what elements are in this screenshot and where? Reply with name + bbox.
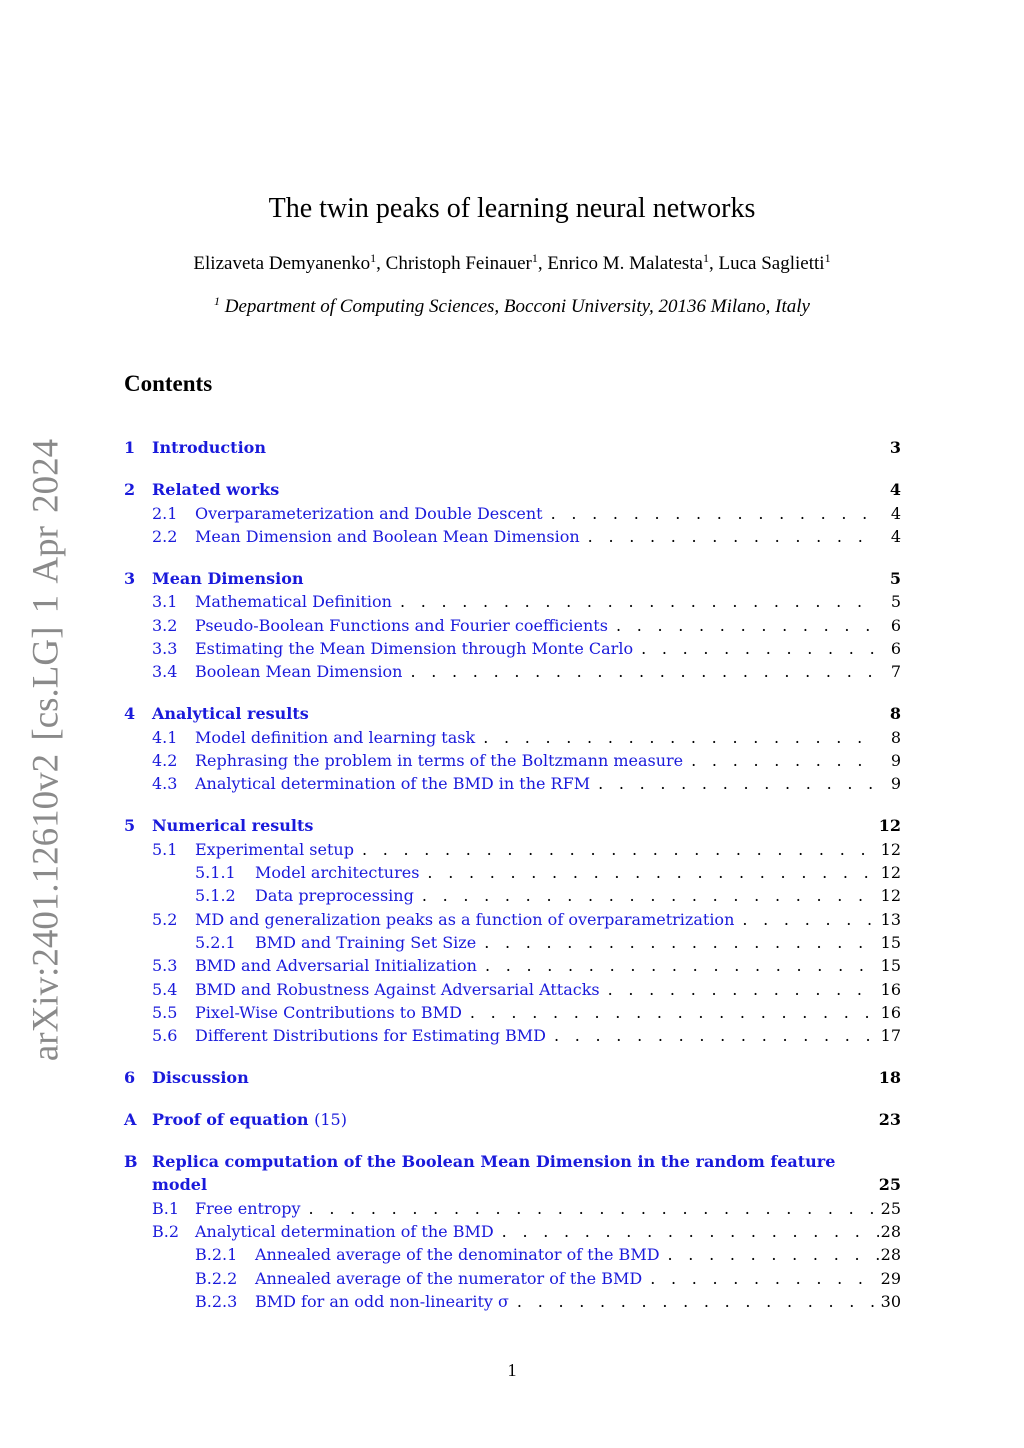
toc-number: 3.2 [152, 616, 178, 635]
toc-page[interactable]: 15 [880, 956, 901, 975]
toc-number: 2.1 [152, 504, 178, 523]
toc-leader-dots [668, 1243, 879, 1266]
toc-title[interactable]: Analytical determination of the BMD in the RFM [195, 774, 591, 793]
toc-title[interactable]: BMD and Robustness Against Adversarial Attacks [195, 980, 600, 999]
author-name: Christoph Feinauer [385, 253, 532, 274]
toc-leader-dots [362, 838, 879, 861]
toc-page[interactable]: 7 [890, 662, 901, 681]
toc-number: 5.6 [152, 1026, 178, 1045]
toc-page[interactable]: 4 [890, 504, 901, 523]
toc-page[interactable]: 25 [878, 1175, 901, 1194]
paper-title: The twin peaks of learning neural networks [268, 193, 756, 224]
toc-number: 5.1.1 [195, 863, 236, 882]
toc-page[interactable]: 15 [880, 933, 901, 952]
toc-number: B [124, 1152, 138, 1171]
toc-number: 4 [124, 704, 136, 723]
toc-leader-dots [650, 1267, 878, 1290]
toc-subsection[interactable] [152, 978, 901, 1001]
toc-subsubsection[interactable] [195, 1290, 901, 1313]
arxiv-identifier-stamp: arXiv:2401.12610v2 [cs.LG] 1 Apr 2024 [25, 438, 67, 1062]
toc-number: B.2.2 [195, 1269, 238, 1288]
toc-leader-dots [309, 1197, 879, 1220]
toc-leader-dots [502, 1220, 879, 1243]
toc-subsection[interactable] [152, 660, 901, 683]
toc-subsection[interactable] [152, 525, 901, 548]
toc-number: 5.4 [152, 980, 178, 999]
toc-page[interactable]: 25 [880, 1199, 901, 1218]
toc-title-container[interactable] [152, 1108, 347, 1131]
toc-section[interactable] [124, 478, 901, 501]
toc-leader-dots [608, 978, 879, 1001]
toc-page[interactable]: 30 [880, 1292, 901, 1311]
toc-page[interactable]: 8 [890, 728, 901, 747]
toc-page[interactable]: 12 [880, 840, 901, 859]
toc-title[interactable]: Overparameterization and Double Descent [195, 504, 543, 523]
toc-title[interactable]: BMD and Adversarial Initialization [195, 956, 477, 975]
toc-title[interactable]: Introduction [152, 438, 266, 457]
author-name: Enrico M. Malatesta [547, 253, 703, 274]
author-affiliation-mark: 1 [370, 251, 377, 265]
toc-number: B.1 [152, 1199, 180, 1218]
toc-leader-dots [551, 502, 879, 525]
toc-number: 3 [124, 569, 136, 588]
toc-page[interactable]: 18 [878, 1068, 901, 1087]
toc-number: 5.5 [152, 1003, 178, 1022]
toc-subsection[interactable] [152, 614, 901, 637]
author-list: Elizaveta Demyanenko$^1$, Christoph Feinauer$^1$, Enrico M. Malatesta$^1$, Luca Saglietti$^1$ [193, 251, 831, 274]
toc-page[interactable]: 5 [889, 569, 901, 588]
toc-leader-dots [598, 772, 879, 795]
toc-subsection[interactable] [152, 502, 901, 525]
toc-subsection[interactable] [152, 749, 901, 772]
toc-page[interactable]: 13 [880, 910, 901, 929]
toc-number: 3.4 [152, 662, 178, 681]
toc-title[interactable]: Rephrasing the problem in terms of the Boltzmann measure [195, 751, 684, 770]
toc-title[interactable]: Analytical determination of the BMD [195, 1222, 494, 1241]
contents-heading: Contents [124, 371, 213, 396]
toc-title[interactable]: MD and generalization peaks as a function of overparametrization [195, 910, 735, 929]
toc-number: 5 [124, 816, 136, 835]
toc-subsubsection[interactable] [195, 884, 901, 907]
toc-subsubsection[interactable] [195, 861, 901, 884]
toc-number: A [124, 1110, 137, 1129]
toc-number: 5.3 [152, 956, 178, 975]
toc-title[interactable]: Mathematical Definition [195, 592, 392, 611]
toc-number: 4.2 [152, 751, 178, 770]
toc-leader-dots [588, 525, 879, 548]
toc-leader-dots [427, 861, 878, 884]
toc-subsection[interactable] [152, 726, 901, 749]
toc-number: 5.1 [152, 840, 178, 859]
toc-leader-dots [422, 884, 879, 907]
toc-leader-dots [484, 931, 878, 954]
toc-page[interactable]: 17 [880, 1026, 901, 1045]
toc-section-title-line[interactable] [124, 1150, 901, 1173]
toc-title[interactable]: model [152, 1175, 208, 1194]
toc-title[interactable]: BMD for an odd non-linearity σ [255, 1292, 509, 1311]
equation-reference-link[interactable]: (15) [314, 1110, 347, 1129]
toc-section[interactable] [124, 702, 901, 725]
toc-title[interactable]: Model definition and learning task [195, 728, 476, 747]
toc-subsection[interactable] [152, 1001, 901, 1024]
toc-section[interactable] [124, 436, 901, 459]
toc-page[interactable]: 16 [880, 980, 901, 999]
toc-subsection[interactable] [152, 954, 901, 977]
toc-subsection[interactable] [152, 908, 901, 931]
toc-page[interactable]: 4 [889, 480, 901, 499]
toc-leader-dots [485, 954, 879, 977]
toc-title-line1[interactable]: Replica computation of the Boolean Mean Dimension in the random feature [152, 1152, 836, 1171]
affiliation-mark: 1 [214, 294, 221, 308]
toc-title[interactable]: Mean Dimension [152, 569, 304, 588]
toc-subsection[interactable] [152, 590, 901, 613]
toc-leader-dots [641, 637, 879, 660]
toc-title[interactable]: Analytical results [152, 704, 309, 723]
toc-page[interactable]: 3 [889, 438, 901, 457]
toc-page[interactable]: 6 [890, 616, 901, 635]
toc-title[interactable]: BMD and Training Set Size [255, 933, 477, 952]
toc-page[interactable]: 6 [890, 639, 901, 658]
toc-title[interactable]: Free entropy [195, 1199, 301, 1218]
toc-number: 6 [124, 1068, 136, 1087]
toc-title[interactable]: Data preprocessing [255, 886, 414, 905]
toc-number: 3.1 [152, 592, 178, 611]
toc-page[interactable]: 28 [880, 1222, 901, 1241]
author-name: Luca Saglietti [718, 253, 825, 274]
toc-number: B.2.3 [195, 1292, 238, 1311]
toc-title[interactable]: Annealed average of the numerator of the BMD [255, 1269, 643, 1288]
toc-leader-dots [554, 1024, 879, 1047]
toc-leader-dots [410, 660, 879, 683]
toc-subsubsection[interactable] [195, 931, 901, 954]
toc-page[interactable]: 28 [880, 1245, 901, 1264]
toc-leader-dots [470, 1001, 879, 1024]
toc-subsubsection[interactable] [195, 1267, 901, 1290]
toc-leader-dots [517, 1290, 879, 1313]
author-affiliation-mark: 1 [824, 251, 831, 265]
toc-leader-dots [616, 614, 879, 637]
toc-subsection[interactable] [152, 772, 901, 795]
toc-subsection[interactable] [152, 1197, 901, 1220]
toc-number: B.2.1 [195, 1245, 238, 1264]
author-affiliation-mark: 1 [703, 251, 709, 265]
toc-number: 2 [124, 480, 136, 499]
toc-page[interactable]: 9 [890, 751, 901, 770]
toc-title[interactable]: Model architectures [255, 863, 420, 882]
toc-leader-dots [483, 726, 879, 749]
toc-page[interactable]: 12 [880, 886, 901, 905]
author-name: Elizaveta Demyanenko [193, 253, 371, 274]
toc-title[interactable]: Numerical results [152, 816, 314, 835]
toc-title[interactable]: Pseudo-Boolean Functions and Fourier coefficients [195, 616, 608, 635]
toc-subsection[interactable] [152, 1024, 901, 1047]
toc-title[interactable]: Annealed average of the denominator of the BMD [255, 1245, 660, 1264]
toc-title[interactable]: Proof of equation [152, 1110, 309, 1129]
toc-number: 5.2.1 [195, 933, 236, 952]
toc-number: 3.3 [152, 639, 178, 658]
toc-title[interactable]: Different Distributions for Estimating BMD [195, 1026, 546, 1045]
toc-number: 4.1 [152, 728, 178, 747]
toc-page[interactable]: 5 [890, 592, 901, 611]
affiliation-text: Department of Computing Sciences, Bocconi University, 20136 Milano, Italy [224, 296, 810, 317]
toc-title[interactable]: Mean Dimension and Boolean Mean Dimension [195, 527, 580, 546]
toc-title[interactable]: Estimating the Mean Dimension through Monte Carlo [195, 639, 634, 658]
toc-number: 5.2 [152, 910, 178, 929]
toc-section[interactable] [124, 1108, 901, 1131]
toc-leader-dots [400, 590, 879, 613]
toc-number: 4.3 [152, 774, 178, 793]
toc-section[interactable] [124, 814, 901, 837]
toc-page[interactable]: 16 [880, 1003, 901, 1022]
toc-subsection[interactable] [152, 637, 901, 660]
toc-subsection[interactable] [152, 1220, 901, 1243]
toc-page[interactable]: 12 [880, 863, 901, 882]
toc-section[interactable] [124, 567, 901, 590]
toc-number: 2.2 [152, 527, 178, 546]
toc-section[interactable] [124, 1066, 901, 1089]
toc-page[interactable]: 9 [890, 774, 901, 793]
toc-title[interactable]: Pixel-Wise Contributions to BMD [195, 1003, 462, 1022]
toc-page[interactable]: 8 [889, 704, 901, 723]
table-of-contents [124, 0, 901, 1448]
toc-subsection[interactable] [152, 838, 901, 861]
toc-page[interactable]: 4 [890, 527, 901, 546]
toc-number: 5.1.2 [195, 886, 236, 905]
author-affiliation-mark: 1 [531, 251, 538, 265]
toc-title[interactable]: Related works [152, 480, 280, 499]
toc-title[interactable]: Discussion [152, 1068, 249, 1087]
toc-leader-dots [742, 908, 878, 931]
page-number: 1 [507, 1360, 517, 1380]
toc-number: B.2 [152, 1222, 180, 1241]
toc-page[interactable]: 29 [880, 1269, 901, 1288]
toc-page[interactable]: 23 [878, 1110, 901, 1129]
toc-leader-dots [691, 749, 879, 772]
toc-page[interactable]: 12 [878, 816, 901, 835]
toc-title[interactable]: Experimental setup [195, 840, 354, 859]
toc-title[interactable]: Boolean Mean Dimension [195, 662, 403, 681]
toc-subsubsection[interactable] [195, 1243, 901, 1266]
toc-number: 1 [124, 438, 136, 457]
toc-section[interactable] [124, 1173, 901, 1196]
